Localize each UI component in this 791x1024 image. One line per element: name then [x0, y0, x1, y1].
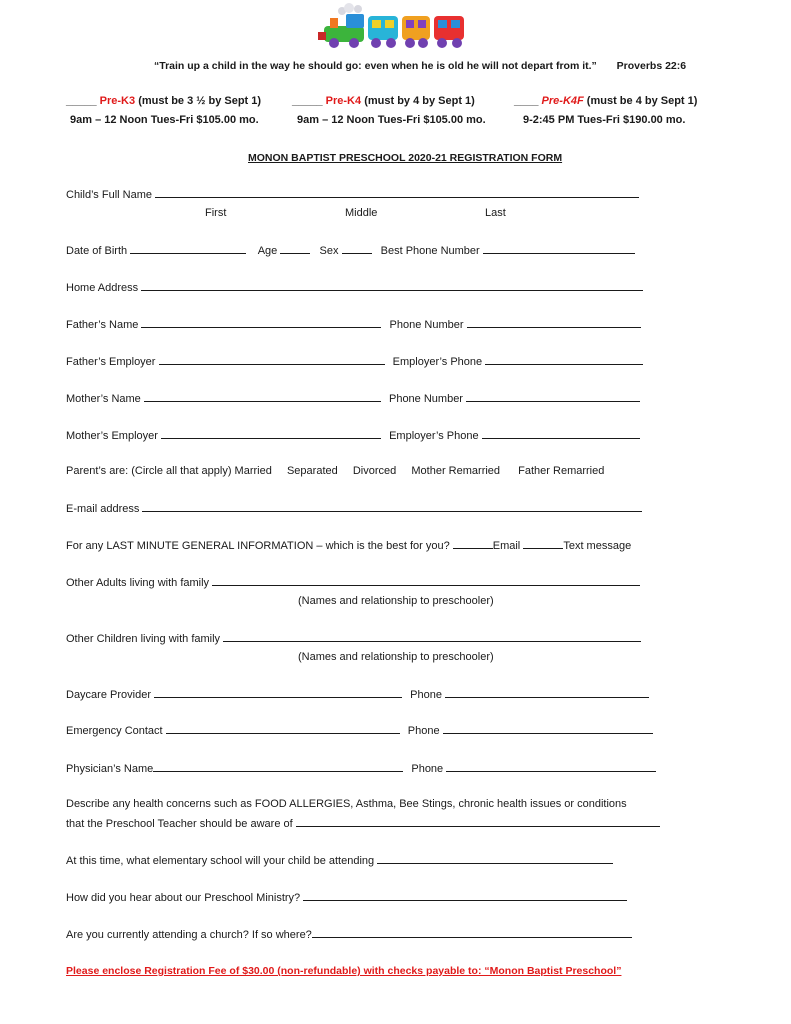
daycare-field[interactable] — [154, 688, 402, 698]
contact-email-option: Email — [492, 540, 521, 552]
form-title: MONON BAPTIST PRESCHOOL 2020-21 REGISTRATION FORM — [248, 152, 563, 164]
program-k3-schedule: 9am – 12 Noon Tues-Fri $105.00 mo. — [70, 114, 259, 126]
hear-about-field[interactable] — [303, 891, 627, 901]
program-k4f-checkbox-line[interactable]: ____ — [514, 95, 539, 107]
best-phone-field[interactable] — [483, 244, 635, 254]
mother-phone-label: Phone Number — [388, 393, 463, 405]
elementary-label: At this time, what elementary school will your child be attending — [66, 855, 375, 867]
best-phone-label: Best Phone Number — [380, 245, 480, 257]
child-name-label: Child’s Full Name — [66, 189, 152, 201]
church-field[interactable] — [312, 928, 632, 938]
health-concerns-field[interactable] — [296, 817, 660, 827]
father-name-field[interactable] — [141, 318, 381, 328]
physician-phone-field[interactable] — [446, 762, 656, 772]
home-address-label: Home Address — [66, 282, 139, 294]
mother-phone-field[interactable] — [466, 392, 640, 402]
other-children-field[interactable] — [223, 632, 641, 642]
father-employer-phone-field[interactable] — [485, 355, 643, 365]
physician-phone-label: Phone — [411, 763, 444, 775]
mother-employer-label: Mother’s Employer — [66, 430, 158, 442]
health-concerns-row — [66, 817, 660, 830]
daycare-row — [66, 688, 649, 701]
hear-about-label: How did you hear about our Preschool Ministry? — [66, 892, 301, 904]
verse-text: “Train up a child in the way he should go: even when he is old he will not depart from it.” — [154, 60, 597, 72]
dob-label: Date of Birth — [66, 245, 128, 257]
church-label: Are you currently attending a church? If so where? — [66, 929, 312, 941]
physician-label: Physician’s Name — [66, 763, 154, 775]
other-children-label: Other Children living with family — [66, 633, 221, 645]
email-field[interactable] — [142, 502, 642, 512]
daycare-phone-label: Phone — [410, 689, 442, 701]
last-caption: Last — [485, 207, 506, 219]
emergency-phone-label: Phone — [407, 725, 440, 737]
father-employer-label: Father’s Employer — [66, 356, 156, 368]
father-employer-field[interactable] — [159, 355, 385, 365]
father-employer-row — [66, 355, 643, 368]
registration-fee-notice: Please enclose Registration Fee of $30.00 (non-refundable) with checks payable to: “Monon Baptist Preschool” — [66, 965, 622, 977]
other-adults-label: Other Adults living with family — [66, 577, 210, 589]
program-k3-name: Pre-K3 — [99, 95, 136, 107]
email-label: E-mail address — [66, 503, 140, 515]
mother-name-label: Mother’s Name — [66, 393, 141, 405]
mother-employer-phone-label: Employer’s Phone — [389, 430, 479, 442]
marital-divorced-option[interactable]: Divorced — [352, 465, 397, 477]
church-row — [66, 928, 632, 941]
physician-row — [66, 762, 656, 775]
emergency-field[interactable] — [166, 724, 400, 734]
toy-train-icon — [316, 2, 474, 50]
program-option-k4f — [514, 95, 697, 107]
first-caption: First — [205, 207, 227, 219]
marital-father-remarried-option[interactable]: Father Remarried — [518, 465, 605, 477]
program-option-k3 — [66, 95, 261, 107]
marital-mother-remarried-option[interactable]: Mother Remarried — [411, 465, 501, 477]
other-children-row — [66, 632, 641, 645]
program-k4f-schedule: 9-2:45 PM Tues-Fri $190.00 mo. — [523, 114, 686, 126]
program-k4-name: Pre-K4 — [325, 95, 362, 107]
other-children-caption: (Names and relationship to preschooler) — [298, 651, 494, 663]
other-adults-row — [66, 576, 640, 589]
daycare-phone-field[interactable] — [445, 688, 649, 698]
marital-separated-option[interactable]: Separated — [286, 465, 338, 477]
father-phone-field[interactable] — [467, 318, 641, 328]
email-row — [66, 502, 642, 515]
program-k4-checkbox-line[interactable]: _____ — [292, 95, 323, 107]
home-address-field[interactable] — [141, 281, 643, 291]
home-address-row — [66, 281, 643, 294]
mother-employer-field[interactable] — [161, 429, 381, 439]
program-option-k4 — [292, 95, 475, 107]
marital-status-label: Parent’s are: (Circle all that apply) — [66, 465, 232, 477]
mother-name-field[interactable] — [144, 392, 381, 402]
father-employer-phone-label: Employer’s Phone — [392, 356, 483, 368]
verse-reference: Proverbs 22:6 — [616, 60, 687, 72]
child-name-row — [66, 188, 639, 201]
age-field[interactable] — [280, 244, 310, 254]
emergency-label: Emergency Contact — [66, 725, 163, 737]
program-k3-checkbox-line[interactable]: _____ — [66, 95, 97, 107]
contact-preference-row — [66, 539, 631, 552]
father-name-row — [66, 318, 641, 331]
emergency-phone-field[interactable] — [443, 724, 653, 734]
age-label: Age — [257, 245, 278, 257]
father-name-label: Father’s Name — [66, 319, 139, 331]
mother-name-row — [66, 392, 640, 405]
program-k4f-requirement: (must be 4 by Sept 1) — [586, 95, 698, 107]
sex-label: Sex — [319, 245, 339, 257]
program-k4f-name: Pre-K4F — [541, 95, 584, 107]
child-name-field[interactable] — [155, 188, 639, 198]
dob-row — [66, 244, 635, 257]
dob-field[interactable] — [130, 244, 246, 254]
other-adults-caption: (Names and relationship to preschooler) — [298, 595, 494, 607]
daycare-label: Daycare Provider — [66, 689, 151, 701]
mother-employer-row — [66, 429, 640, 442]
marital-married-option[interactable]: Married — [234, 465, 272, 477]
health-concerns-label: that the Preschool Teacher should be aware of — [66, 818, 293, 830]
emergency-row — [66, 724, 653, 737]
contact-preference-label: For any LAST MINUTE GENERAL INFORMATION – which is the best for you? — [66, 540, 450, 552]
physician-field[interactable] — [153, 762, 403, 772]
hear-about-row — [66, 891, 627, 904]
contact-text-option: Text message — [563, 540, 632, 552]
health-concerns-line1: Describe any health concerns such as FOOD ALLERGIES, Asthma, Bee Stings, chronic health issues or conditions — [66, 798, 627, 810]
other-adults-field[interactable] — [212, 576, 640, 586]
contact-email-field[interactable] — [453, 539, 493, 549]
middle-caption: Middle — [345, 207, 378, 219]
mother-employer-phone-field[interactable] — [482, 429, 640, 439]
father-phone-label: Phone Number — [389, 319, 464, 331]
program-k4-schedule: 9am – 12 Noon Tues-Fri $105.00 mo. — [297, 114, 486, 126]
contact-text-field[interactable] — [523, 539, 563, 549]
sex-field[interactable] — [342, 244, 372, 254]
elementary-row — [66, 854, 613, 867]
program-k4-requirement: (must by 4 by Sept 1) — [364, 95, 475, 107]
verse — [154, 60, 686, 72]
elementary-field[interactable] — [377, 854, 613, 864]
marital-status-row — [66, 465, 604, 477]
program-k3-requirement: (must be 3 ½ by Sept 1) — [138, 95, 262, 107]
